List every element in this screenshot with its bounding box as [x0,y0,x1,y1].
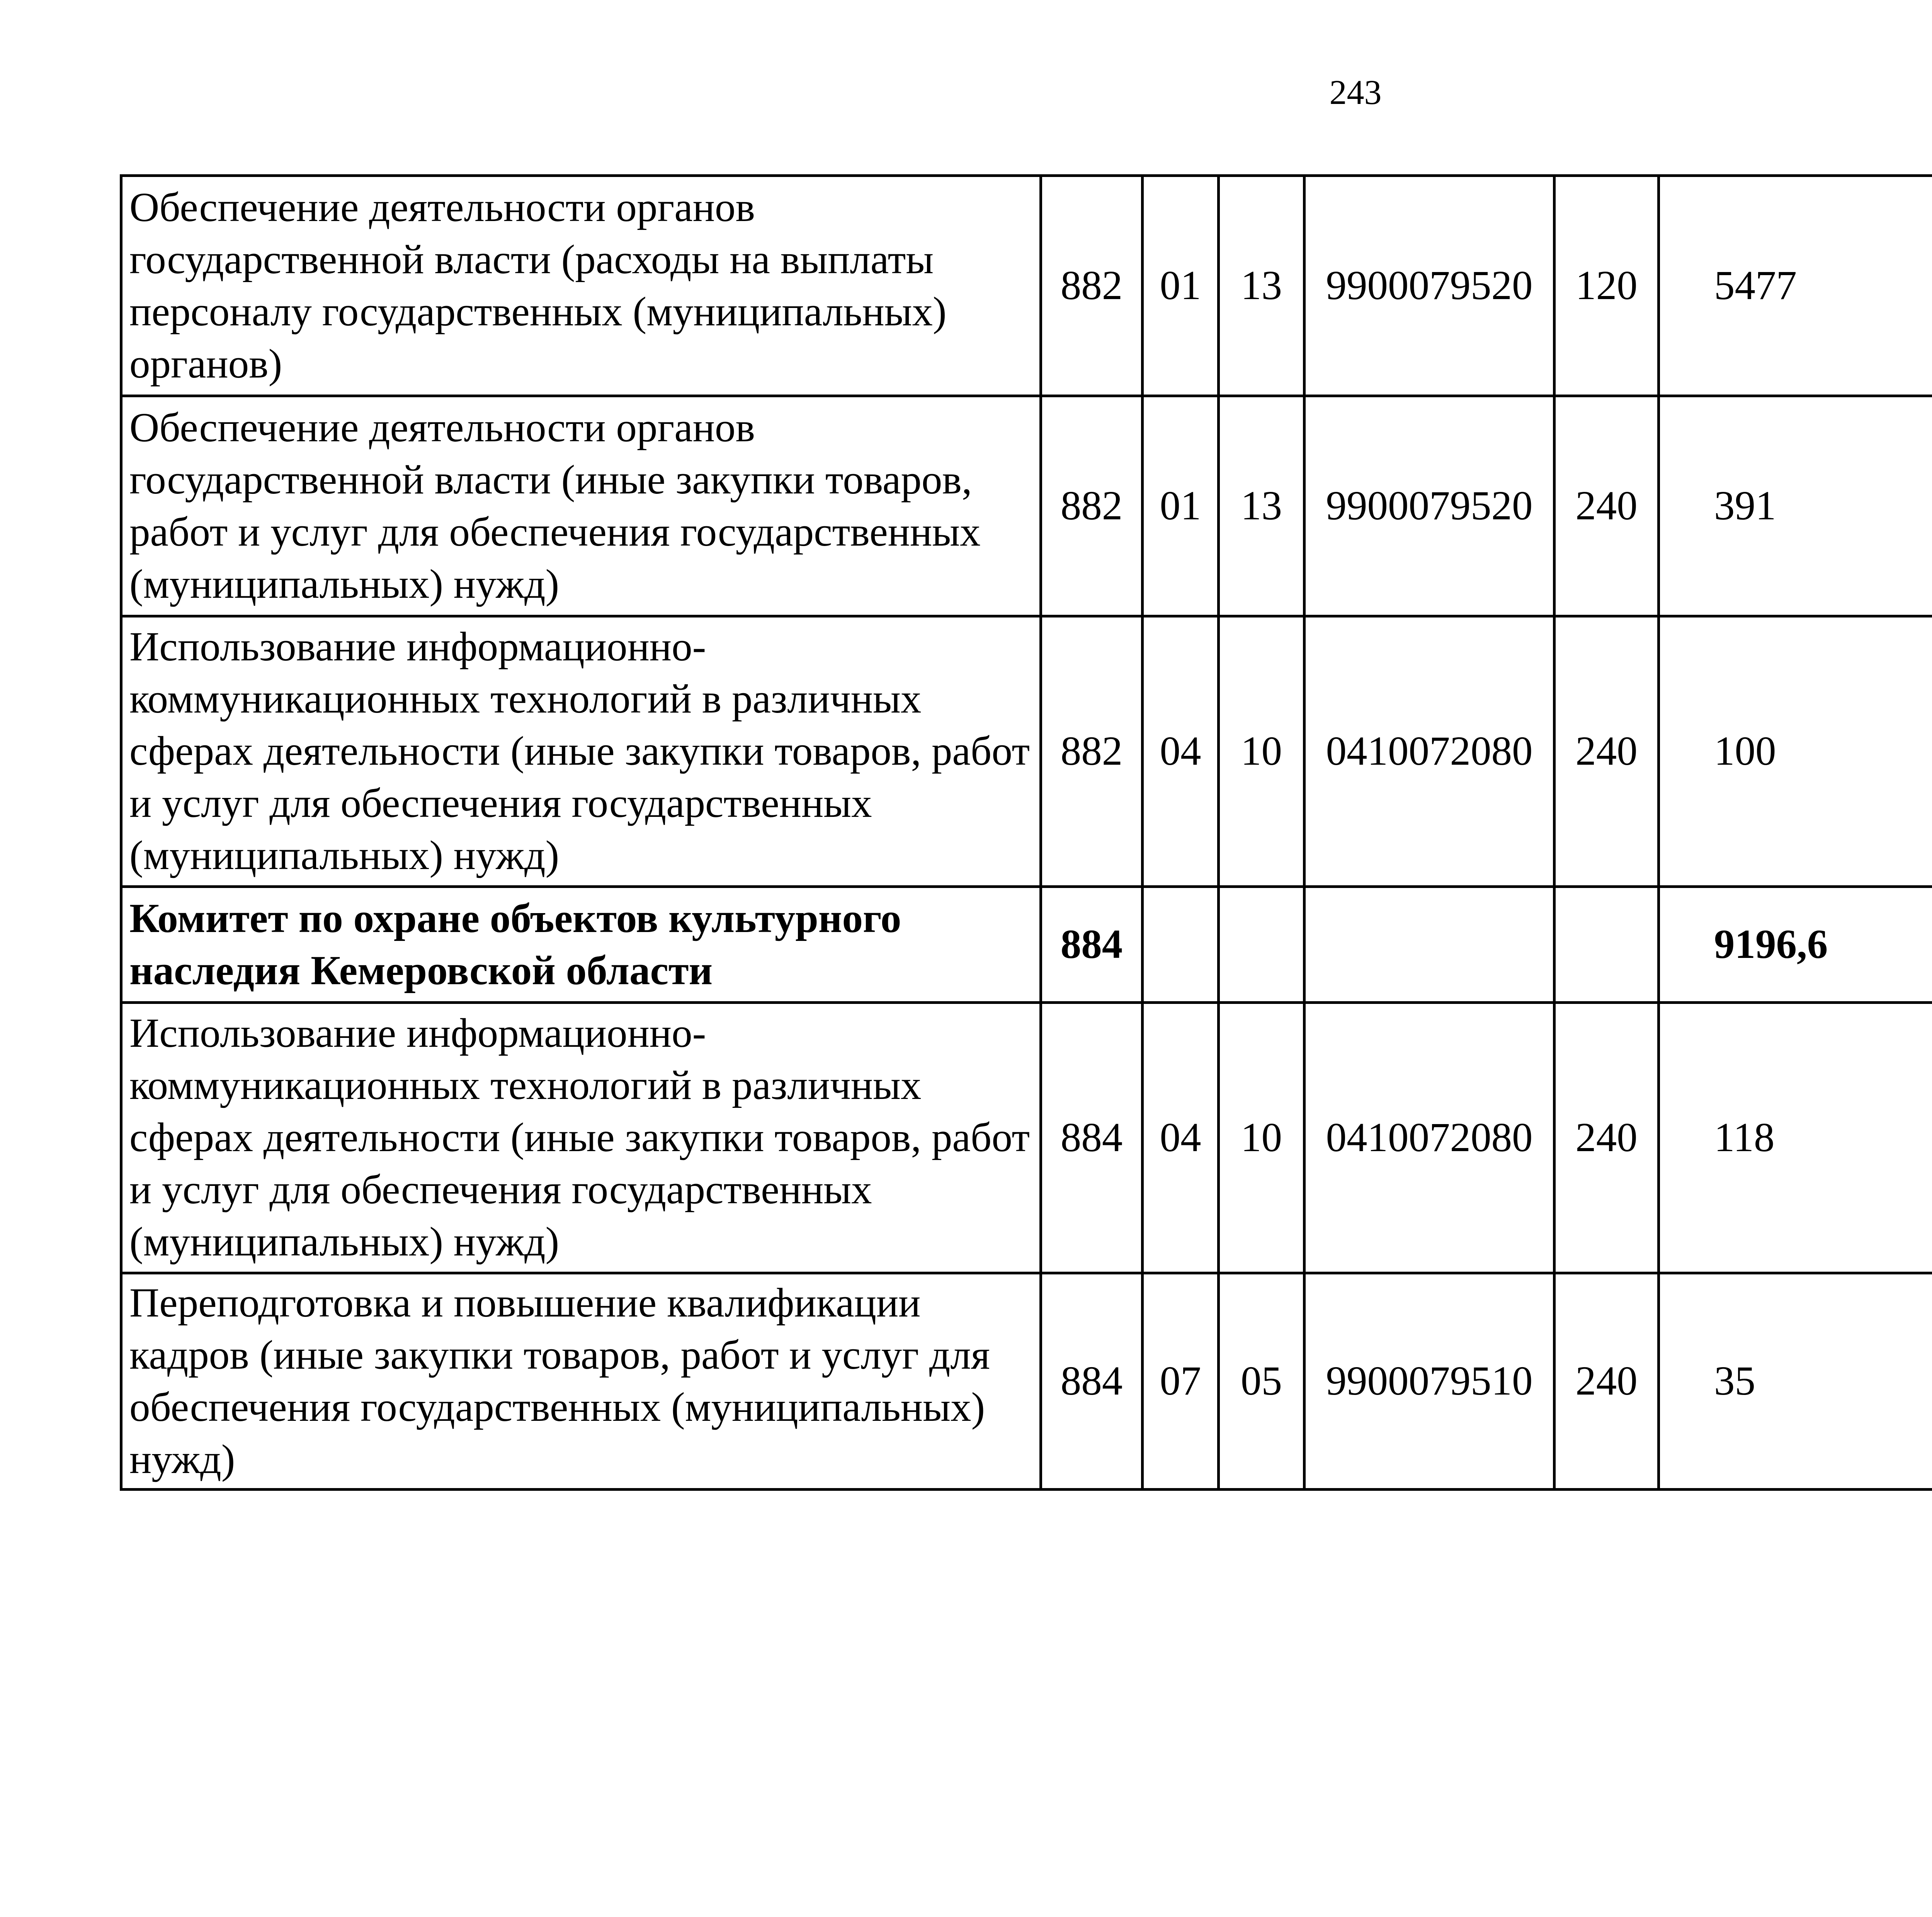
ministry-code-cell: 882 [1041,176,1143,396]
expense-type-cell [1554,887,1659,1003]
description-cell: Использование информационно-коммуникационных технологий в различных сферах деятельности (иные закупки товаров, работ и услуг для обеспечения государственных (муниципальных) нужд) [121,1003,1041,1273]
table-row [121,396,1932,616]
expense-type-cell: 240 [1554,396,1659,616]
section-code-cell: 04 [1143,1003,1219,1273]
description-cell: Обеспечение деятельности органов государственной власти (иные закупки товаров, работ и услуг для обеспечения государственных (муниципальных) нужд) [121,396,1041,616]
budget-table [120,174,1932,1491]
expense-type-cell: 120 [1554,176,1659,396]
description-cell: Комитет по охране объектов культурного наследия Кемеровской области [121,887,1041,1003]
sum-cell-1: 391 [1659,396,1932,616]
target-article-cell: 9900079510 [1304,1273,1554,1490]
section-code-cell: 01 [1143,176,1219,396]
sum-cell-1: 5477 [1659,176,1932,396]
target-article-cell: 9900079520 [1304,396,1554,616]
sum-cell-1: 9196,6 [1659,887,1932,1003]
target-article-cell: 9900079520 [1304,176,1554,396]
page-number: 243 [1329,73,1382,112]
ministry-code-cell: 884 [1041,1273,1143,1490]
table-row [121,1273,1932,1490]
section-code-cell: 04 [1143,616,1219,887]
section-code-cell: 01 [1143,396,1219,616]
subsection-code-cell: 13 [1219,396,1304,616]
ministry-code-cell: 882 [1041,396,1143,616]
sum-cell-1: 118 [1659,1003,1932,1273]
table-row [121,176,1932,396]
section-code-cell [1143,887,1219,1003]
expense-type-cell: 240 [1554,616,1659,887]
ministry-code-cell: 882 [1041,616,1143,887]
subsection-code-cell [1219,887,1304,1003]
target-article-cell [1304,887,1554,1003]
ministry-code-cell: 884 [1041,1003,1143,1273]
expense-type-cell: 240 [1554,1273,1659,1490]
target-article-cell: 0410072080 [1304,616,1554,887]
table-row [121,616,1932,887]
table-row [121,1003,1932,1273]
description-cell: Переподготовка и повышение квалификации кадров (иные закупки товаров, работ и услуг для обеспечения государственных (муниципальных) нужд) [121,1273,1041,1490]
description-cell: Обеспечение деятельности органов государственной власти (расходы на выплаты персоналу государственных (муниципальных) органов) [121,176,1041,396]
subsection-code-cell: 13 [1219,176,1304,396]
target-article-cell: 0410072080 [1304,1003,1554,1273]
table-row-committee-total [121,887,1932,1003]
sum-cell-1: 35 [1659,1273,1932,1490]
expense-type-cell: 240 [1554,1003,1659,1273]
subsection-code-cell: 10 [1219,1003,1304,1273]
subsection-code-cell: 05 [1219,1273,1304,1490]
sum-cell-1: 100 [1659,616,1932,887]
ministry-code-cell: 884 [1041,887,1143,1003]
subsection-code-cell: 10 [1219,616,1304,887]
description-cell: Использование информационно-коммуникационных технологий в различных сферах деятельности (иные закупки товаров, работ и услуг для обеспечения государственных (муниципальных) нужд) [121,616,1041,887]
section-code-cell: 07 [1143,1273,1219,1490]
